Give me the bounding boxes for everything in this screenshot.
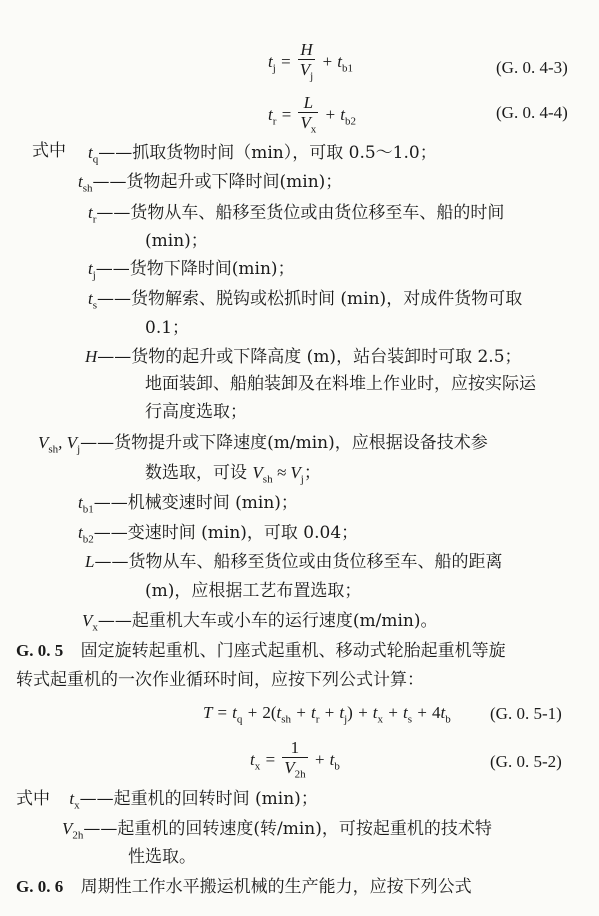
def-tb2-text: ——变速时间 (min)，可取 0.04； (93, 523, 359, 543)
section-g05-cont: 转式起重机的一次作业循环时间，应按下列公式计算： (16, 670, 424, 690)
def-tq: $t_q——$抓取货物时间（min），可取 0.5～1.0； (88, 143, 437, 166)
section-g05-text: 固定旋转起重机、门座式起重机、移动式轮胎起重机等旋 (80, 641, 506, 661)
equation-g051: $T = t_q + 2(t_{sh} + t_r + t_j) + t_x + t_s + 4t_b$ (203, 703, 451, 726)
equation-number-g052: (G. 0. 5-2) (490, 752, 562, 771)
where-label-2-text: 式中 (16, 789, 50, 809)
where-label-2: 式中 $t_x——$起重机的回转时间 (min)； (16, 789, 318, 812)
def-H-cont2: 行高度选取； (145, 402, 247, 422)
equation-g044: $t_r$ = $\frac{L}{V_x}$ + $t_{b2}$ (268, 93, 356, 136)
def-Vsh: $V_{sh}$, $V_j——$货物提升或下降速度(m/min)，应根据设备技术参 (38, 433, 488, 456)
section-g06-text: 周期性工作水平搬运机械的生产能力，应按下列公式 (80, 877, 472, 897)
def-tb2: $t_{b2}——$变速时间 (min)，可取 0.04； (78, 523, 359, 546)
def-ts-cont: 0.1； (145, 318, 190, 338)
def-tsh-text: ——货物起升或下降时间(min)； (92, 172, 343, 192)
def-tr-cont: (min)； (145, 231, 208, 251)
def-tr-text: ——货物从车、船移至货位或由货位移至车、船的时间 (96, 203, 505, 223)
def-tb1: $t_{b1}——$机械变速时间 (min)； (78, 493, 298, 516)
def-H-cont1: 地面装卸、船舶装卸及在料堆上作业时，应按实际运 (145, 374, 536, 394)
where-label: 式中 (32, 141, 66, 161)
def-Vsh-cont: 数选取，可设 $V_{sh} \approx V_j$； (145, 463, 321, 486)
equation-number-g044: (G. 0. 4-4) (496, 103, 568, 122)
def-tq-text: ——抓取货物时间（min），可取 0.5～1.0； (98, 143, 437, 163)
section-g06-id: G. 0. 6 (16, 877, 64, 896)
def-tj-text: ——货物下降时间(min)； (95, 259, 295, 279)
def-ts: $t_s——$货物解索、脱钩或松抓时间 (min)，对成件货物可取 (88, 289, 523, 312)
def-tx-text: ——起重机的回转时间 (min)； (79, 789, 318, 809)
equation-g043: $t_j$ = $\frac{H}{V_j}$ + $t_{b1}$ (268, 40, 353, 83)
section-g05-id: G. 0. 5 (16, 641, 64, 660)
def-Vx-text: ——起重机大车或小车的运行速度(m/min)。 (97, 611, 438, 631)
def-ts-text: ——货物解索、脱钩或松抓时间 (min)，对成件货物可取 (97, 289, 523, 309)
def-Vsh-cont-text: 数选取，可设 (145, 463, 253, 483)
def-Vsh-text: ——货物提升或下降速度(m/min)，应根据设备技术参 (80, 433, 488, 453)
def-tr: $t_r——$货物从车、船移至货位或由货位移至车、船的时间 (88, 203, 505, 226)
def-tsh: $t_{sh}——$货物起升或下降时间(min)； (78, 172, 343, 195)
def-L: L——货物从车、船移至货位或由货位移至车、船的距离 (85, 552, 503, 572)
def-tj: $t_j——$货物下降时间(min)； (88, 259, 295, 282)
def-V2h-text: ——起重机的回转速度(转/min)，可按起重机的技术特 (83, 819, 492, 839)
def-L-cont: (m)，应根据工艺布置选取； (145, 581, 362, 601)
def-Vx: $V_x——$起重机大车或小车的运行速度(m/min)。 (82, 611, 438, 634)
section-g05 (16, 640, 506, 662)
equation-number-g043: (G. 0. 4-3) (496, 58, 568, 77)
def-tb1-text: ——机械变速时间 (min)； (93, 493, 298, 513)
equation-number-g051: (G. 0. 5-1) (490, 704, 562, 723)
def-V2h-cont: 性选取。 (128, 847, 196, 867)
def-V2h: $V_{2h}——$起重机的回转速度(转/min)，可按起重机的技术特 (62, 819, 492, 842)
section-g06 (16, 876, 472, 898)
def-H-text: ——货物的起升或下降高度 (m)，站台装卸时可取 2.5； (97, 347, 522, 367)
def-H: H——货物的起升或下降高度 (m)，站台装卸时可取 2.5； (85, 347, 522, 367)
def-L-text: ——货物从车、船移至货位或由货位移至车、船的距离 (94, 552, 503, 572)
equation-g052: $t_x$ = $\frac{1}{V_{2h}}$ + $t_b$ (250, 738, 340, 781)
